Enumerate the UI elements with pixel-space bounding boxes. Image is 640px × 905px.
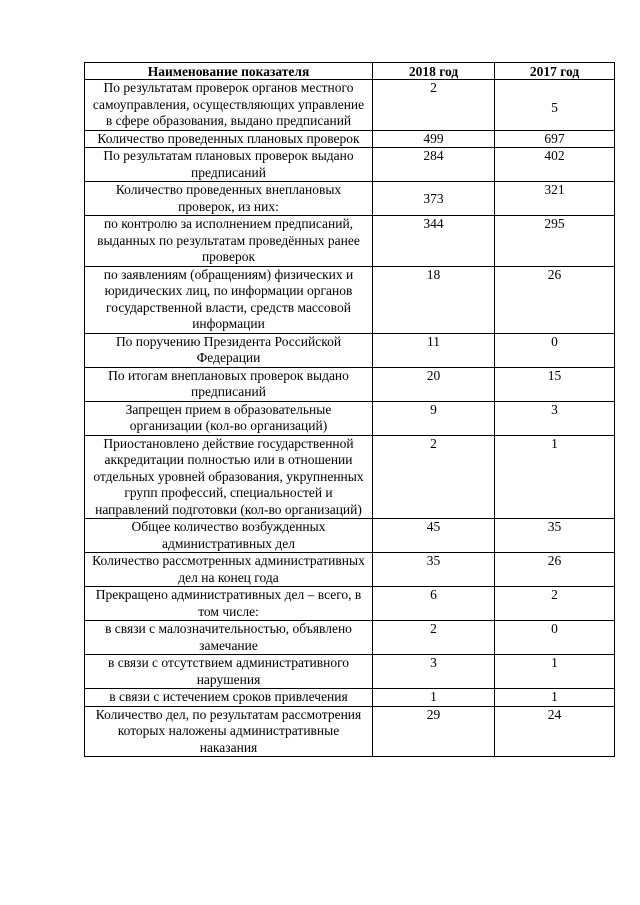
indicator-name: в связи с истечением сроков привлечения [85,689,373,707]
table-header-row [85,63,615,80]
value-2018: 2 [373,435,495,519]
value-2017: 3 [495,401,615,435]
indicator-name: Прекращено административных дел – всего, в том числе: [85,587,373,621]
value-2018: 11 [373,333,495,367]
indicator-name: по контролю за исполнением предписаний, выданных по результатам проведённых ранее проверок [85,216,373,267]
value-2017: 26 [495,266,615,333]
table-row [85,553,615,587]
table-row [85,367,615,401]
value-2017: 0 [495,621,615,655]
indicator-name: Приостановлено действие государственной аккредитации полностью или в отношении отдельных уровней образования, укрупненных групп профессий, специальностей и направлений подготовки (кол-во организаций) [85,435,373,519]
value-2017: 321 [495,182,615,216]
table-row [85,130,615,148]
value-2017: 1 [495,435,615,519]
table-row [85,655,615,689]
value-2017: 15 [495,367,615,401]
value-2017: 35 [495,519,615,553]
table-row [85,182,615,216]
table-row [85,519,615,553]
value-2018: 284 [373,148,495,182]
table-row [85,401,615,435]
indicator-name: Количество дел, по результатам рассмотрения которых наложены административные наказания [85,706,373,757]
indicator-name: Количество рассмотренных административных дел на конец года [85,553,373,587]
value-2018: 1 [373,689,495,707]
indicator-name: По результатам проверок органов местного самоуправления, осуществляющих управление в сфере образования, выдано предписаний [85,80,373,131]
table-row [85,148,615,182]
table-row [85,80,615,131]
value-2018: 9 [373,401,495,435]
value-2018: 2 [373,80,495,131]
value-2018: 3 [373,655,495,689]
table-row [85,587,615,621]
indicator-name: Количество проведенных внеплановых проверок, из них: [85,182,373,216]
indicator-name: По итогам внеплановых проверок выдано предписаний [85,367,373,401]
value-2017: 402 [495,148,615,182]
value-2017: 1 [495,655,615,689]
value-2017: 26 [495,553,615,587]
value-2017: 0 [495,333,615,367]
indicator-name: по заявлениям (обращениям) физических и юридических лиц, по информации органов государственной власти, средств массовой информации [85,266,373,333]
value-2017: 24 [495,706,615,757]
indicator-name: Общее количество возбужденных административных дел [85,519,373,553]
value-2018: 45 [373,519,495,553]
value-2018: 6 [373,587,495,621]
table-row [85,435,615,519]
value-2017: 295 [495,216,615,267]
table-row [85,333,615,367]
header-year-2018: 2018 год [373,63,495,80]
indicator-name: в связи с отсутствием административного нарушения [85,655,373,689]
value-2017: 1 [495,689,615,707]
indicator-name: По результатам плановых проверок выдано предписаний [85,148,373,182]
value-2018: 18 [373,266,495,333]
value-2018: 2 [373,621,495,655]
value-2018: 29 [373,706,495,757]
value-2017: 5 [495,80,615,131]
indicators-table [84,62,615,757]
indicator-name: Количество проведенных плановых проверок [85,130,373,148]
indicator-name: в связи с малозначительностью, объявлено замечание [85,621,373,655]
indicator-name: По поручению Президента Российской Федерации [85,333,373,367]
value-2018: 373 [373,182,495,216]
table-row [85,216,615,267]
table-row [85,266,615,333]
value-2017: 697 [495,130,615,148]
table-row [85,621,615,655]
header-indicator-name: Наименование показателя [85,63,373,80]
header-year-2017: 2017 год [495,63,615,80]
value-2018: 35 [373,553,495,587]
table-row [85,689,615,707]
value-2018: 20 [373,367,495,401]
table-row [85,706,615,757]
indicator-name: Запрещен прием в образовательные организации (кол-во организаций) [85,401,373,435]
value-2018: 344 [373,216,495,267]
value-2018: 499 [373,130,495,148]
value-2017: 2 [495,587,615,621]
